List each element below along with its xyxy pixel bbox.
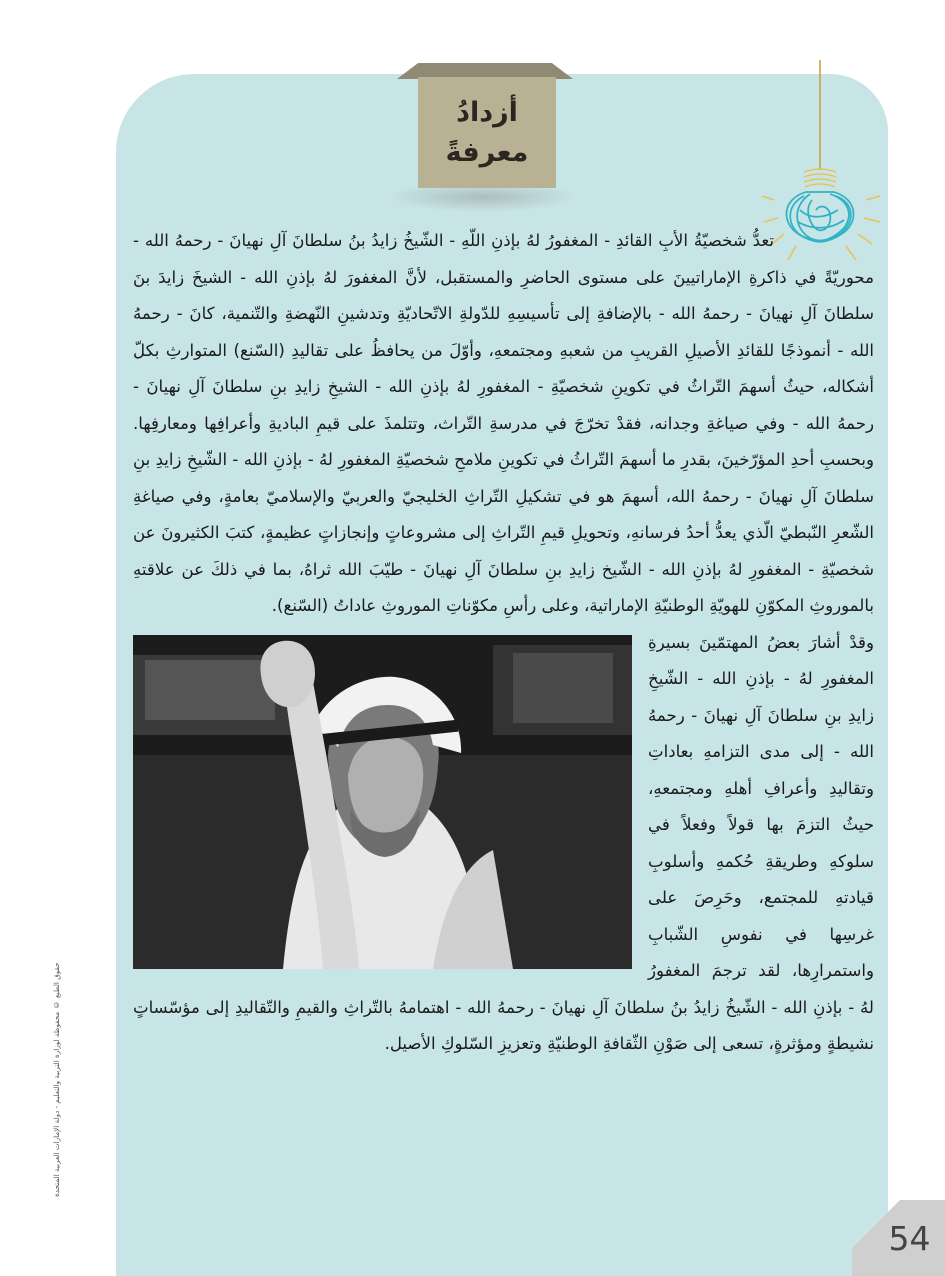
section-tab	[418, 77, 556, 188]
article-paragraph-1: تعدُّ شخصيّةُ الأبِ القائدِ - المغفورُ لهُ بإذنِ اللّهِ - الشّيخُ زايدُ بنُ سلطانَ آلِ نهيانَ - رحمهُ الله - محوريّةً في ذاكرةِ الإماراتيينَ على مستوى الحاضرِ والمستقبل، لأنَّ المغفورَ لهُ بإذنِ الله - الشيخَ زايدَ بنَ سلطانَ آلِ نهيانَ - رحمهُ الله - بالإضافةِ إلى تأسيسِهِ للدّولةِ الاتّحاديّةِ وتدشينِ النّهضةِ والتّنمية، كانَ - رحمهُ الله - أنموذجًا للقائدِ الأصيلِ القريبِ من شعبهِ ومجتمعهِ، وأوّلَ من يحافظُ على تقاليدِ (السّنع) المتوارثِ بكلّ أشكاله، حيثُ أسهمَ التّراثُ في تكوينِ شخصيّةِ - المغفورِ لهُ بإذنِ الله - الشيخِ زايدِ بنِ سلطانَ آلِ نهيانَ - رحمهُ الله - وفي صياغةِ وجدانه، فقدْ تخرّجَ في مدرسةِ التّراث، وتتلمذَ على قيمِ الباديةِ وأعرافِها ومعارفِها. وبحسبِ أحدِ المؤرّخينَ، بقدرِ ما أسهمَ التّراثُ في تكوينِ ملامحِ شخصيّةِ المغفورِ لهُ - بإذنِ الله - الشّيخِ زايدِ بنِ سلطانَ آلِ نهيانَ - رحمهُ الله، أسهمَ هو في تشكيلِ التّراثِ الخليجيّ والعربيّ والإسلاميّ بعامةٍ، وفي صياغةِ الشّعرِ النّبطيّ الّذي يعدُّ أحدُ فرسانهِ، وتحويلِ قيمِ التّراثِ إلى مشروعاتٍ وإنجازاتٍ عظيمةٍ، كتبَ الكثيرونَ عن شخصيّةِ - المغفورِ لهُ بإذنِ الله - الشّيخ زايدِ بنِ سلطانَ آلِ نهيانَ - طيّبَ الله ثراهُ، بما في ذلكَ عن علاقتهِ بالموروثِ المكوّنِ للهويّةِ الوطنيّةِ الإماراتية، وعلى رأسِ مكوّناتِ الموروثِ عاداتُ (السّنع).	[133, 231, 874, 615]
copyright-note: حقوق الطبع © محفوظة لوزارة التربية والتعليم - دولة الإمارات العربية المتحدة	[52, 962, 61, 1198]
portrait-photo	[133, 635, 632, 969]
article-body	[133, 223, 874, 1063]
section-tab-title-line2: معرفةً	[445, 136, 529, 168]
article-paragraph-2: وقدْ أشارَ بعضُ المهتمّينَ بسيرةِ المغفورِ لهُ - بإذنِ الله - الشّيخِ زايدِ بنِ سلطانَ آلِ نهيانَ - رحمهُ الله - إلى مدى التزامهِ بعاداتِ وتقاليدِ وأعرافِ أهلهِ ومجتمعهِ، حيثُ التزمَ بها قولاً وفعلاً في سلوكهِ وطريقةِ حُكمهِ وأسلوبِ قيادتهِ للمجتمع، وحَرِصَ على غرسِها في نفوسِ الشّبابِ واستمرارِها، لقد ترجمَ المغفورُ لهُ - بإذنِ الله - الشّيخُ زايدُ بنُ سلطانَ آلِ نهيانَ - رحمهُ الله - اهتمامهُ بالتّراثِ والقيمِ والتّقاليدِ إلى مؤسّساتٍ نشيطةٍ ومؤثرةٍ، تسعى إلى صَوْنِ الثّقافةِ الوطنيّةِ وتعزيزِ السّلوكِ الأصيل.	[133, 632, 874, 1053]
page-number: 54	[888, 1218, 931, 1258]
section-tab-title-line1: أزدادُ	[456, 96, 518, 128]
